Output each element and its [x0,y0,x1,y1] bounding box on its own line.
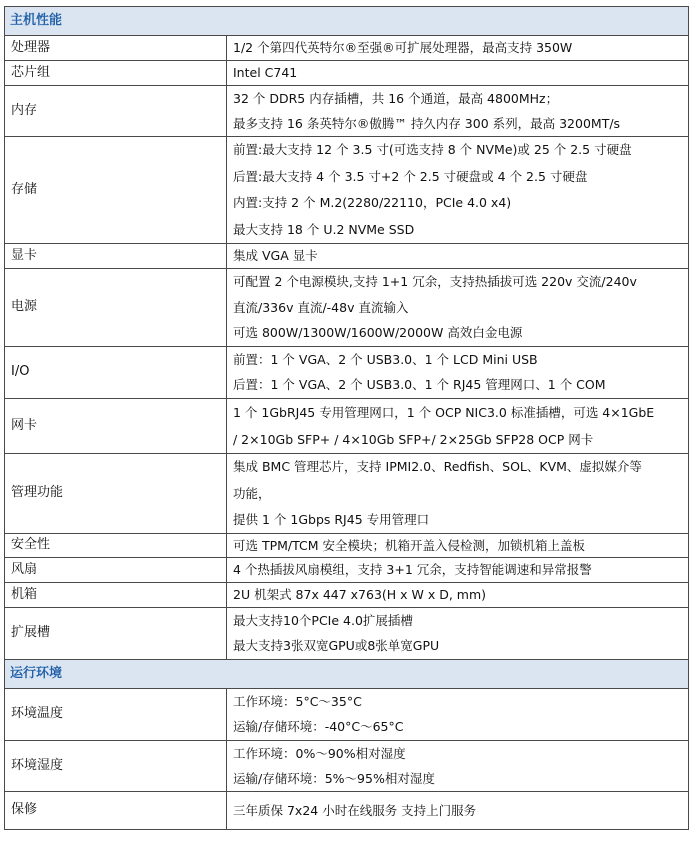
spec-value-lines [233,269,682,346]
spec-label: I/O [5,347,227,399]
spec-value [227,792,689,830]
spec-value [227,608,689,660]
spec-value-line: 最大支持10个PCIe 4.0扩展插槽 [233,612,413,628]
spec-value [227,454,689,534]
spec-value-lines [233,689,682,740]
spec-value [227,399,689,454]
spec-table-body [5,7,689,830]
spec-value-lines [233,792,682,829]
spec-value [227,244,689,269]
spec-value-lines [233,454,682,533]
spec-label: 内存 [5,86,227,137]
spec-value-line: 4 个热插拔风扇模组，支持 3+1 冗余，支持智能调速和异常报警 [233,562,592,578]
spec-row [5,137,689,244]
spec-row [5,269,689,347]
spec-label: 保修 [5,792,227,830]
spec-row [5,608,689,660]
spec-table [4,6,689,830]
spec-row [5,534,689,558]
spec-row [5,454,689,534]
spec-row [5,36,689,61]
spec-value-line: 可选 800W/1300W/1600W/2000W 高效白金电源 [233,325,523,341]
spec-value-lines [233,399,682,453]
spec-value [227,86,689,137]
spec-value-line: 功能， [233,485,271,501]
spec-value-lines [233,86,682,136]
spec-value-line: 直流/336v 直流/-48v 直流输入 [233,299,409,315]
spec-value-line: 1 个 1GbRJ45 专用管理网口，1 个 OCP NIC3.0 标准插槽，可选 4×1GbE [233,404,655,420]
spec-label: 网卡 [5,399,227,454]
spec-label: 显卡 [5,244,227,269]
spec-value [227,137,689,244]
section-header [5,7,689,36]
spec-value-line: 最多支持 16 条英特尔®傲腾™ 持久内存 300 系列，最高 3200MT/s [233,115,621,131]
spec-value-line: Intel C741 [233,65,298,81]
section-title: 运行环境 [5,660,689,689]
spec-row [5,61,689,86]
spec-value-line: 可选 TPM/TCM 安全模块；机箱开盖入侵检测，加锁机箱上盖板 [233,537,586,553]
spec-sheet [4,6,688,830]
spec-value-line: 1/2 个第四代英特尔®至强®可扩展处理器，最高支持 350W [233,40,573,56]
spec-row [5,244,689,269]
spec-value [227,347,689,399]
spec-row [5,741,689,792]
spec-value-lines [233,558,682,582]
section-title: 主机性能 [5,7,689,36]
spec-label: 环境温度 [5,689,227,741]
spec-value [227,689,689,741]
spec-value-line: 运输/存储环境：5%～95%相对湿度 [233,770,435,786]
spec-label: 管理功能 [5,454,227,534]
spec-label: 扩展槽 [5,608,227,660]
spec-value-line: 后置:最大支持 4 个 3.5 寸+2 个 2.5 寸硬盘或 4 个 2.5 寸硬盘 [233,168,588,184]
spec-label: 机箱 [5,583,227,608]
spec-value-lines [233,741,682,791]
spec-label: 处理器 [5,36,227,61]
spec-value-lines [233,534,682,557]
spec-value-line: 工作环境：5°C～35°C [233,693,362,709]
spec-value-lines [233,608,682,659]
spec-value-line: 内置:支持 2 个 M.2(2280/22110，PCIe 4.0 x4) [233,195,512,211]
spec-value [227,558,689,583]
spec-row [5,399,689,454]
section-header [5,660,689,689]
spec-value-line: 后置：1 个 VGA、2 个 USB3.0、1 个 RJ45 管理网口、1 个 COM [233,377,606,393]
spec-value-line: 运输/存储环境：-40°C～65°C [233,719,404,735]
spec-row [5,558,689,583]
spec-value [227,534,689,558]
spec-label: 电源 [5,269,227,347]
spec-label: 芯片组 [5,61,227,86]
spec-value-lines [233,347,682,398]
spec-row [5,689,689,741]
spec-value-line: 集成 BMC 管理芯片，支持 IPMI2.0、Redfish、SOL、KVM、虚拟媒介等 [233,459,642,475]
spec-value-line: 可配置 2 个电源模块,支持 1+1 冗余，支持热插拔可选 220v 交流/240v [233,274,637,290]
spec-value [227,741,689,792]
spec-value-line: / 2×10Gb SFP+ / 4×10Gb SFP+/ 2×25Gb SFP28 OCP 网卡 [233,431,594,447]
spec-row [5,347,689,399]
spec-value-line: 提供 1 个 1Gbps RJ45 专用管理口 [233,512,430,527]
spec-value [227,61,689,86]
spec-value-lines [233,244,682,268]
spec-value-line: 2U 机架式 87x 447 x763(H x W x D, mm) [233,587,487,603]
spec-value-line: 最大支持3张双宽GPU或8张单宽GPU [233,638,440,654]
spec-row [5,792,689,830]
spec-value-line: 前置:最大支持 12 个 3.5 寸(可选支持 8 个 NVMe)或 25 个 2.5 寸硬盘 [233,142,632,158]
spec-value-lines [233,583,682,607]
spec-value-line: 最大支持 18 个 U.2 NVMe SSD [233,221,415,237]
spec-label: 环境湿度 [5,741,227,792]
spec-row [5,86,689,137]
spec-value [227,36,689,61]
spec-label: 风扇 [5,558,227,583]
spec-label: 存储 [5,137,227,244]
spec-value [227,269,689,347]
spec-value-lines [233,137,682,243]
spec-value-lines [233,36,682,60]
spec-value-lines [233,61,682,85]
spec-row [5,583,689,608]
spec-value [227,583,689,608]
spec-label: 安全性 [5,534,227,558]
spec-value-line: 工作环境：0%～90%相对湿度 [233,745,406,761]
spec-value-line: 三年质保 7x24 小时在线服务 支持上门服务 [233,802,477,818]
spec-value-line: 前置：1 个 VGA、2 个 USB3.0、1 个 LCD Mini USB [233,351,538,367]
spec-value-line: 32 个 DDR5 内存插槽，共 16 个通道，最高 4800MHz； [233,90,559,106]
spec-value-line: 集成 VGA 显卡 [233,248,318,264]
